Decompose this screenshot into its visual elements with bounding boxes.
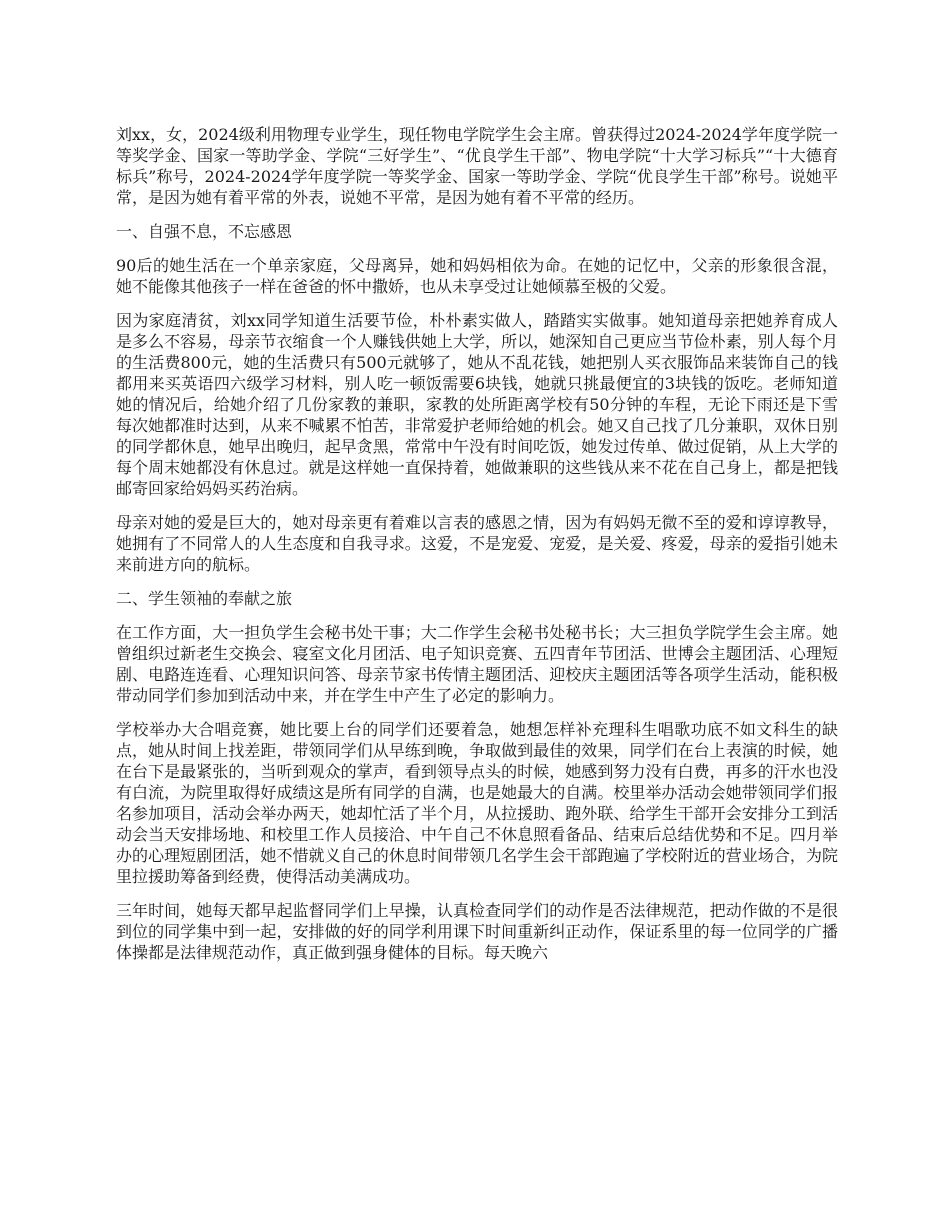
frugality-paragraph: 因为家庭清贫，刘xx同学知道生活要节俭，朴朴素实做人，踏踏实实做事。她知道母亲把她养育成人是多么不容易，母亲节衣缩食一个人赚钱供她上大学，所以，她深知自己更应当节俭朴素，别人每个月的生活费800元，她的生活费只有500元就够了，她从不乱花钱，她把别人买衣服饰品来装饰自己的钱都用来买英语四六级学习材料，别人吃一顿饭需要6块钱，她就只挑最便宜的3块钱的饭吃。老师知道她的情况后，给她介绍了几份家教的兼职，家教的处所距离学校有50分钟的车程，无论下雨还是下雪每次她都准时达到，从来不喊累不怕苦，非常爱护老师给她的机会。她又自己找了几分兼职，双休日别的同学都休息，她早出晚归，起早贪黑，常常中午没有时间吃饭，她发过传单、做过促销，从上大学的每个周末她都没有休息过。就是这样她一直保持着，她做兼职的这些钱从来不花在自己身上，都是把钱邮寄回家给妈妈买药治病。 (116, 311, 838, 498)
section-heading-1: 一、自强不息，不忘感恩 (116, 222, 293, 241)
family-paragraph: 90后的她生活在一个单亲家庭，父母离异，她和妈妈相依为命。在她的记忆中，父亲的形象很含混，她不能像其他孩子一样在爸爸的怀中撒娇，也从未享受过让她倾慕至极的父爱。 (116, 256, 838, 296)
mother-love-paragraph: 母亲对她的爱是巨大的，她对母亲更有着难以言表的感恩之情，因为有妈妈无微不至的爱和谆谆教导，她拥有了不同常人的人生态度和自我寻求。这爱，不是宠爱、宠爱，是关爱、疼爱，母亲的爱指引她未来前进方向的航标。 (116, 513, 838, 574)
exercise-paragraph: 三年时间，她每天都早起监督同学们上早操，认真检查同学们的动作是否法律规范，把动作做的不是很到位的同学集中到一起，安排做的好的同学利用课下时间重新纠正动作，保证系里的每一位同学的广播体操都是法律规范动作，真正做到强身健体的目标。每天晚六 (116, 901, 838, 962)
chorus-paragraph: 学校举办大合唱竞赛，她比要上台的同学们还要着急，她想怎样补充理科生唱歌功底不如文科生的缺点，她从时间上找差距，带领同学们从早练到晚，争取做到最佳的效果，同学们在台上表演的时候，她在台下是最紧张的，当听到观众的掌声，看到领导点头的时候，她感到努力没有白费，再多的汗水也没有白流，为院里取得好成绩这是所有同学的自满，也是她最大的自满。校里举办活动会她带领同学们报名参加项目，活动会举办两天，她却忙活了半个月，从拉援助、跑外联、给学生干部开会安排分工到活动会当天安排场地、和校里工作人员接洽、中午自己不休息照看备品、结束后总结优势和不足。四月举办的心理短剧团活，她不惜就义自己的休息时间带领几名学生会干部跑遍了学校附近的营业场合，为院里拉援助筹备到经费，使得活动美满成功。 (116, 720, 838, 886)
section-heading-2: 二、学生领袖的奉献之旅 (116, 589, 293, 608)
work-paragraph: 在工作方面，大一担负学生会秘书处干事；大二作学生会秘书处秘书长；大三担负学院学生会主席。她曾组织过新老生交换会、寝室文化月团活、电子知识竞赛、五四青年节团活、世博会主题团活、心理短剧、电路连连看、心理知识问答、母亲节家书传情主题团活、迎校庆主题团活等各项学生活动，能积极带动同学们参加到活动中来，并在学生中产生了必定的影响力。 (116, 623, 838, 705)
intro-paragraph: 刘xx，女，2024级利用物理专业学生，现任物电学院学生会主席。曾获得过2024-2024学年度学院一等奖学金、国家一等助学金、学院“三好学生”、“优良学生干部”、物电学院“十大学习标兵”“十大德育标兵”称号，2024-2024学年度学院一等奖学金、国家一等助学金、学院“优良学生干部”称号。说她平常，是因为她有着平常的外表，说她不平常，是因为她有着不平常的经历。 (116, 125, 838, 207)
document-page (116, 124, 838, 976)
